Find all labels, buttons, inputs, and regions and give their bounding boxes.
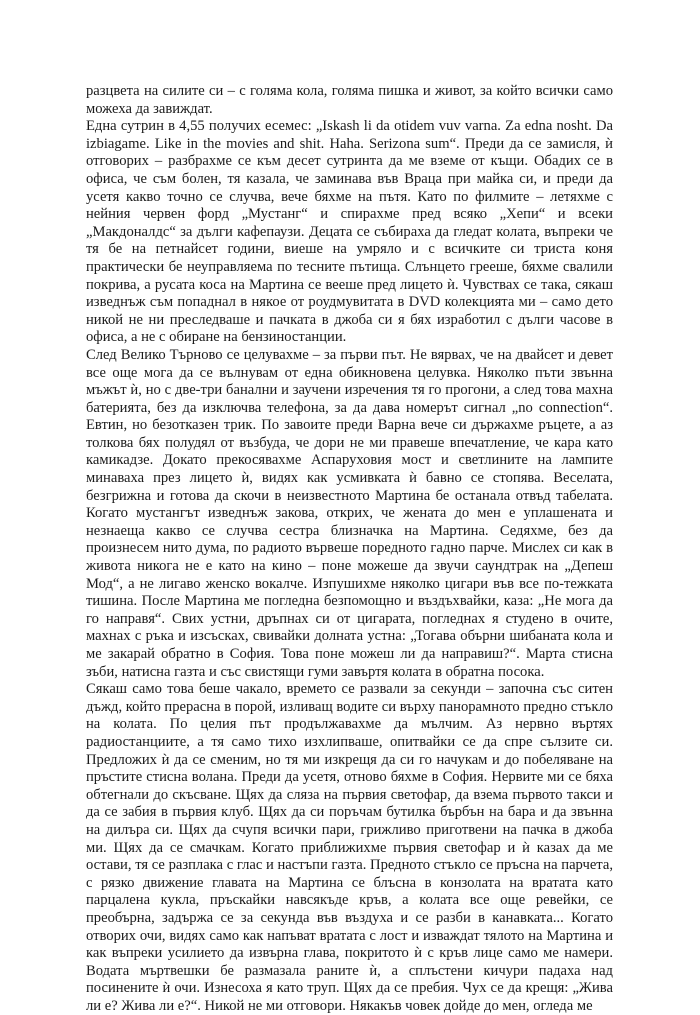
paragraph-4: Сякаш само това беше чакало, времето се развали за секунди – започна със ситен дъжд, който прерасна в порой, изливащ водите си върху панорамното предно стъкло на колата. По целия път продължавахме да мълчим. Аз нервно въртях радиостанциите, а тя само тихо изхлипваше, опитвайки се да спре сълзите си. Предложих ѝ да се сменим, но тя ми изкрещя да си го начукам и до побеляване на пръстите стисна волана. Преди да усетя, отново бяхме в София. Нервите ми се бяха обтегнали до скъсване. Щях да сляза на първия светофар, да взема първото такси и да се забия в първия клуб. Щях да си поръчам бутилка бърбън на бара и да звънна на дилъра си. Щях да счупя всички пари, грижливо приготвени на пачка в джоба ми. Щях да се смачкам. Когато приближихме първия светофар и ѝ казах да ме остави, тя се разплака с глас и настъпи газта. Предното стъкло се пръсна на парчета, с рязко движение главата на Мартина се блъсна в конзолата на вратата като парцалена кукла, пръскайки навсякъде кръв, а колата все още ревейки, се преобърна, задържа се за секунда във въздуха и се разби в канавката... Когато отворих очи, видях само как напъват вратата с лост и изваждат тялото на Мартина и как въпреки усилието да извърна глава, покритото ѝ с кръв лице само ме намери. Водата мъртвешки бе размазала раните ѝ, а сплъстени кичури падаха над посинените ѝ очи. Изнесоха я като труп. Щях да се пребия. Чух се да крещя: „Жива ли е? Жива ли е?“. Никой не ми отговори. Някакъв човек дойде до мен, огледа ме (86, 681, 613, 1014)
paragraph-1: разцвета на силите си – с голяма кола, голяма пишка и живот, за който всички само можеха да завиждат. (86, 83, 613, 117)
paragraph-2: Една сутрин в 4,55 получих есемес: „Iskash li da otidem vuv varna. Za edna nosht. Da izbiagame. Like in the movies and shit. Haha. Serizona sum“. Преди да се замисля, ѝ отговорих – разбрахме се към десет сутринта да ме вземе от къщи. Обадих се в офиса, че съм болен, тя казала, че заминава във Враца при майка си, и преди да усетя какво точно се случва, вече бяхме на пътя. Като по филмите – летяхме с нейния червен форд „Мустанг“ и спирахме пред всяко „Хепи“ и всеки „Макдоналдс“ за дълги кафепаузи. Децата се събираха да гледат колата, въпреки че тя бе на петнайсет години, виеше на умряло и с всичките си триста коня практически бе неуправляема по тесните пътища. Слънцето грееше, бяхме свалили покрива, а русата коса на Мартина се вееше пред лицето ѝ. Чувствах се така, сякаш изведнъж съм попаднал в някое от роудмувитата в DVD колекцията ми – само дето никой не ни преследваше и пачката в джоба си я бях изработил с дълги часове в офиса, а не с обиране на бензиностанции. (86, 118, 613, 346)
paragraph-3: След Велико Търново се целувахме – за първи път. Не вярвах, че на двайсет и девет все още мога да се вълнувам от една обикновена целувка. Няколко пъти звънна мъжът ѝ, но с две-три банални и заучени изречения тя го прогони, а след това махна батерията, без да изключва телефона, за да дава номерът сигнал „no connection“. Евтин, но безотказен трик. По завоите преди Варна вече си държахме ръцете, а аз толкова бях полудял от възбуда, че дори не ми правеше впечатление, че кара като камикадзе. Докато прекосявахме Аспаруховия мост и светлините на лампите минаваха през лицето ѝ, видях как усмивката ѝ бавно се стопява. Веселата, безгрижна и готова да скочи в неизвестното Мартина бе останала отвъд табелата. Когато мустангът изведнъж закова, открих, че жената до мен е уплашената и незнаеща какво се случва сестра близначка на Мартина. Седяхме, без да произнесем нито дума, по радиото вървеше поредното гадно парче. Мислех си как в живота никога не е като на кино – поне можеше да звучи саундтрак на „Депеш Мод“, а не лигаво женско вокалче. Изпушихме няколко цигари във все по-тежката тишина. После Мартина ме погледна безпомощно и въздъхвайки, каза: „Не мога да го направя“. Свих устни, дръпнах си от цигарата, погледнах я студено в очите, махнах с ръка и изсъсках, свивайки долната устна: „Тогава обърни шибаната кола и ме закарай обратно в София. Това поне можеш ли да направиш?“. Марта стисна зъби, натисна газта и със свистящи гуми завъртя колата в обратна посока. (86, 346, 613, 680)
body-text (86, 83, 613, 1015)
